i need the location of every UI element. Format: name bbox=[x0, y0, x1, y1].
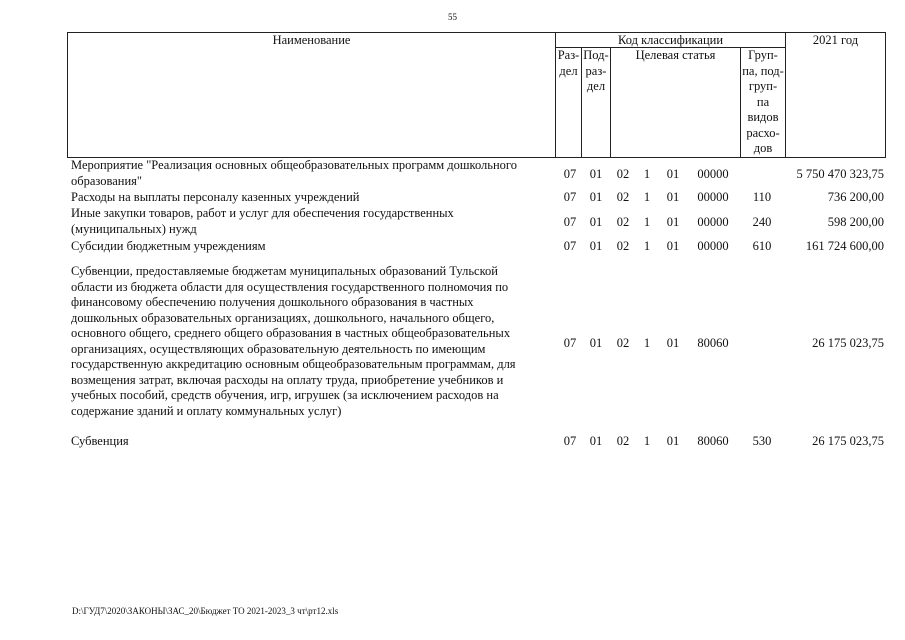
header-group bbox=[741, 48, 785, 157]
header-podrazdel-line: дел bbox=[586, 79, 606, 93]
row-name bbox=[71, 239, 526, 255]
row-amount: 161 724 600,00 bbox=[805, 239, 884, 253]
row-amount: 26 175 023,75 bbox=[812, 434, 884, 448]
row-podrazdel: 01 bbox=[589, 434, 603, 448]
row-razdel: 07 bbox=[563, 239, 577, 253]
file-path-footer: D:\ГУД7\2020\ЗАКОНЫ\ЗАС_20\Бюджет ТО 2021-2023_3 чт\рт12.xls bbox=[72, 606, 339, 616]
row-amount: 26 175 023,75 bbox=[812, 336, 884, 350]
row-name-line: основного общего, среднего общего образования в частных общеобразовательных bbox=[71, 326, 511, 340]
row-target-direction: 00000 bbox=[697, 215, 729, 229]
row-amount: 5 750 470 323,75 bbox=[796, 167, 884, 181]
podrazdel-col-border bbox=[610, 47, 611, 158]
row-target-subprogram: 1 bbox=[643, 215, 651, 229]
header-group-line: дов bbox=[753, 141, 773, 155]
row-target-direction: 80060 bbox=[697, 336, 729, 350]
header-razdel-line: дел bbox=[559, 63, 578, 78]
header-group-line: расхо- bbox=[746, 125, 780, 140]
header-podrazdel bbox=[582, 48, 610, 95]
row-name-line: Мероприятие "Реализация основных общеобразовательных программ дошкольного bbox=[71, 158, 517, 172]
row-name-line: финансовому обеспечению получения дошкольного образования в частных bbox=[71, 295, 474, 309]
row-target-subprogram: 1 bbox=[643, 239, 651, 253]
row-name bbox=[71, 206, 526, 237]
row-target-subprogram: 1 bbox=[643, 190, 651, 204]
row-target-event: 01 bbox=[666, 434, 680, 448]
row-name-line: возмещения затрат, включая расходы на оплату труда, приобретение учебников и bbox=[71, 372, 504, 387]
row-podrazdel: 01 bbox=[589, 167, 603, 181]
row-name bbox=[71, 434, 526, 450]
row-target-event: 01 bbox=[666, 167, 680, 181]
row-podrazdel: 01 bbox=[589, 239, 603, 253]
header-podrazdel-line: Под- bbox=[583, 48, 609, 62]
row-group: 110 bbox=[752, 190, 772, 204]
header-razdel-line: Раз- bbox=[557, 48, 580, 62]
row-razdel: 07 bbox=[563, 215, 577, 229]
header-code-group: Код классификации bbox=[617, 33, 724, 47]
row-target-event: 01 bbox=[666, 336, 680, 350]
row-razdel: 07 bbox=[563, 434, 577, 448]
row-target-direction: 00000 bbox=[697, 167, 729, 181]
row-name-line: Субвенция bbox=[71, 434, 129, 448]
row-name-line: организациях, осуществляющих образовательную деятельность по имеющим bbox=[71, 341, 486, 356]
row-group: 610 bbox=[752, 239, 772, 253]
row-target-program: 02 bbox=[616, 239, 630, 253]
row-target-direction: 80060 bbox=[697, 434, 729, 448]
row-podrazdel: 01 bbox=[589, 190, 603, 204]
row-razdel: 07 bbox=[563, 336, 577, 350]
row-amount: 598 200,00 bbox=[827, 215, 884, 229]
row-name-line: Иные закупки товаров, работ и услуг для обеспечения государственных bbox=[71, 206, 454, 220]
header-group-line: видов bbox=[747, 110, 779, 124]
row-name-line: Расходы на выплаты персоналу казенных учреждений bbox=[71, 190, 360, 204]
row-target-program: 02 bbox=[616, 336, 630, 350]
row-target-subprogram: 1 bbox=[643, 434, 651, 448]
row-target-subprogram: 1 bbox=[643, 336, 651, 350]
page-number: 55 bbox=[448, 12, 457, 22]
header-razdel bbox=[556, 48, 581, 79]
header-group-line: па bbox=[756, 94, 770, 109]
row-name-line: содержание зданий и оплату коммунальных услуг) bbox=[71, 403, 342, 418]
row-target-event: 01 bbox=[666, 215, 680, 229]
header-podrazdel-line: раз- bbox=[585, 63, 607, 78]
header-year: 2021 год bbox=[812, 33, 859, 47]
header-group-line: Груп- bbox=[748, 48, 778, 62]
header-left-border bbox=[67, 32, 68, 158]
row-group: 530 bbox=[752, 434, 772, 448]
row-name-line: (муниципальных) нужд bbox=[71, 221, 197, 236]
header-group-line: груп- bbox=[748, 79, 778, 93]
row-name-line: дошкольных образовательных организациях, дошкольного, начального общего, bbox=[71, 310, 495, 325]
row-target-event: 01 bbox=[666, 239, 680, 253]
row-name bbox=[71, 264, 526, 419]
row-name bbox=[71, 190, 526, 206]
row-name-line: образования" bbox=[71, 173, 143, 188]
row-name-line: области из бюджета области для осуществления государственного полномочия по bbox=[71, 279, 509, 294]
row-podrazdel: 01 bbox=[589, 215, 603, 229]
row-name bbox=[71, 158, 526, 189]
row-razdel: 07 bbox=[563, 190, 577, 204]
header-target: Целевая статья bbox=[635, 48, 716, 62]
row-name-line: Субсидии бюджетным учреждениям bbox=[71, 239, 266, 253]
header-right-border bbox=[885, 32, 886, 158]
row-name-line: государственную аккредитацию основным общеобразовательным программам, для bbox=[71, 357, 516, 371]
group-col-border bbox=[785, 32, 786, 158]
row-target-direction: 00000 bbox=[697, 190, 729, 204]
header-name: Наименование bbox=[272, 33, 351, 47]
row-target-program: 02 bbox=[616, 167, 630, 181]
row-name-line: учебных пособий, средств обучения, игр, игрушек (за исключением расходов на bbox=[71, 388, 499, 402]
row-name-line: Субвенции, предоставляемые бюджетам муниципальных образований Тульской bbox=[71, 264, 498, 278]
row-target-program: 02 bbox=[616, 215, 630, 229]
row-group: 240 bbox=[752, 215, 772, 229]
row-target-program: 02 bbox=[616, 190, 630, 204]
row-target-subprogram: 1 bbox=[643, 167, 651, 181]
row-target-event: 01 bbox=[666, 190, 680, 204]
row-podrazdel: 01 bbox=[589, 336, 603, 350]
header-group-line: па, под- bbox=[742, 63, 784, 78]
row-amount: 736 200,00 bbox=[827, 190, 884, 204]
row-target-direction: 00000 bbox=[697, 239, 729, 253]
row-target-program: 02 bbox=[616, 434, 630, 448]
row-razdel: 07 bbox=[563, 167, 577, 181]
